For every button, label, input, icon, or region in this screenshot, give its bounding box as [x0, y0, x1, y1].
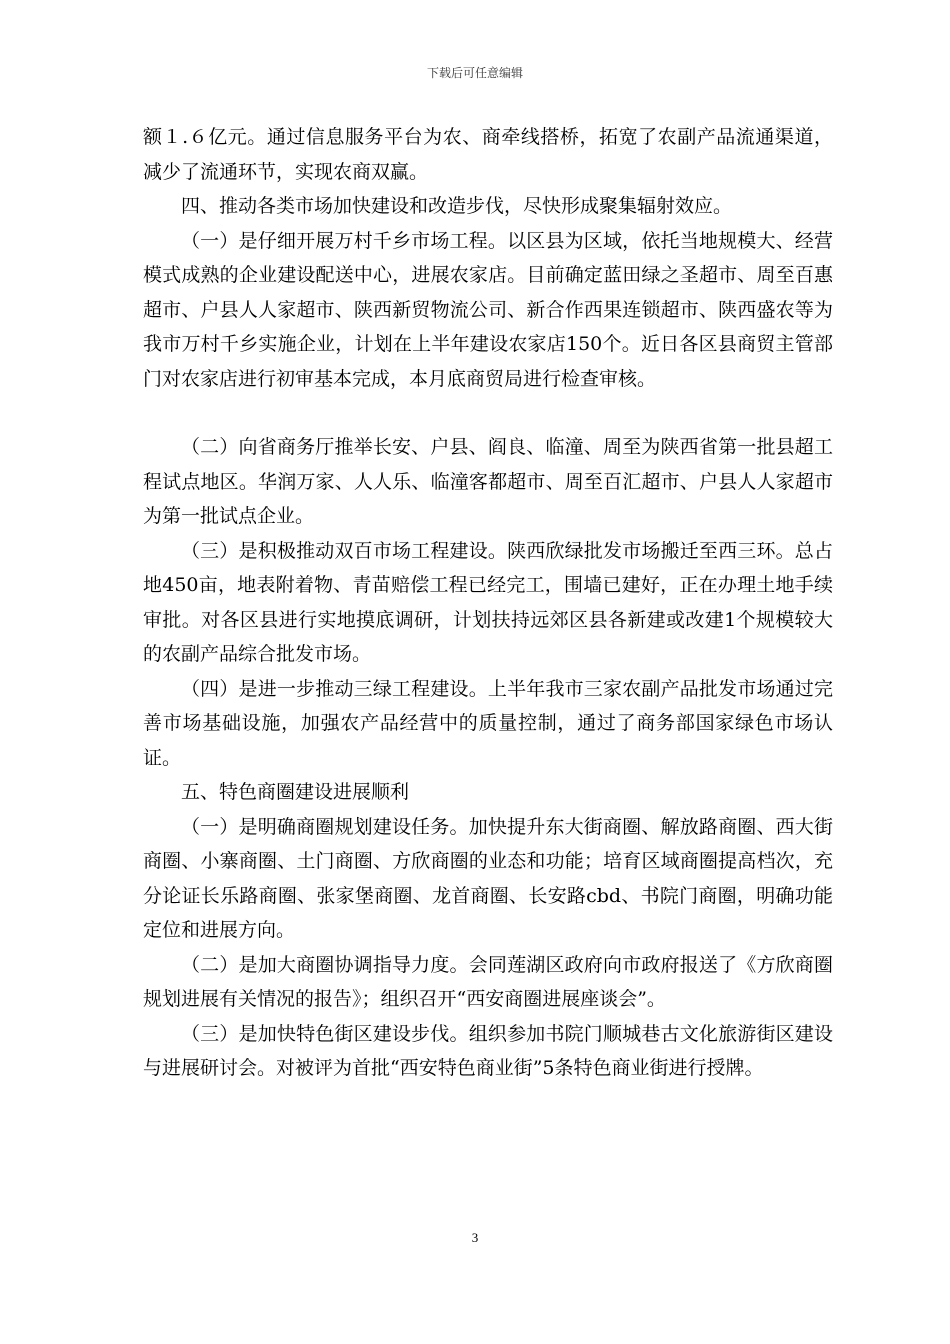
paragraph-item-4-4: （四）是进一步推动三绿工程建设。上半年我市三家农副产品批发市场通过完善市场基础设施，加强农产品经营中的质量控制，通过了商务部国家绿色市场认证。: [143, 677, 833, 769]
paragraph-item-4-3: （三）是积极推动双百市场工程建设。陕西欣绿批发市场搬迁至西三环。总占地450亩，地表附着物、青苗赔偿工程已经完工，围墙已建好，正在办理土地手续审批。对各区县进行实地摸底调研，计划扶持远郊区县各新建或改建1个规模较大的农副产品综合批发市场。: [143, 539, 833, 665]
paragraph-gap: [143, 396, 833, 430]
section-heading-4: 四、推动各类市场加快建设和改造步伐，尽快形成聚集辐射效应。: [181, 195, 733, 217]
paragraph-item-5-1: （一）是明确商圈规划建设任务。加快提升东大街商圈、解放路商圈、西大街商圈、小寨商圈、土门商圈、方欣商圈的业态和功能；培育区域商圈提高档次，充分论证长乐路商圈、张家堡商圈、龙首商圈、长安路cbd、书院门商圈，明确功能定位和进展方向。: [143, 815, 833, 941]
paragraph-item-5-3: （三）是加快特色街区建设步伐。组织参加书院门顺城巷古文化旅游街区建设与进展研讨会。对被评为首批“西安特色商业街”5条特色商业街进行授牌。: [143, 1022, 833, 1079]
paragraph-item-5-2: （二）是加大商圈协调指导力度。会同莲湖区政府向市政府报送了《方欣商圈规划进展有关情况的报告》；组织召开“西安商圈进展座谈会”。: [143, 953, 833, 1010]
page-number: 3: [471, 1230, 479, 1245]
page-header: 下载后可任意编辑: [426, 66, 523, 80]
paragraph-item-4-2: （二）向省商务厅推举长安、户县、阎良、临潼、周至为陕西省第一批县超工程试点地区。华润万家、人人乐、临潼客都超市、周至百汇超市、户县人人家超市为第一批试点企业。: [143, 436, 833, 527]
paragraph-item-4-1: （一）是仔细开展万村千乡市场工程。以区县为区域，依托当地规模大、经营模式成熟的企业建设配送中心，进展农家店。目前确定蓝田绿之圣超市、周至百惠超市、户县人人家超市、陕西新贸物流公司、新合作西果连锁超市、陕西盛农等为我市万村千乡实施企业，计划在上半年建设农家店150个。近日各区县商贸主管部门对农家店进行初审基本完成，本月底商贸局进行检查审核。: [143, 229, 833, 390]
section-heading-5: 五、特色商圈建设进展顺利: [181, 781, 410, 803]
document-body: [143, 120, 833, 1086]
paragraph-continuation: 额１.６亿元。通过信息服务平台为农、商牵线搭桥，拓宽了农副产品流通渠道，减少了流通环节，实现农商双赢。: [143, 126, 833, 183]
